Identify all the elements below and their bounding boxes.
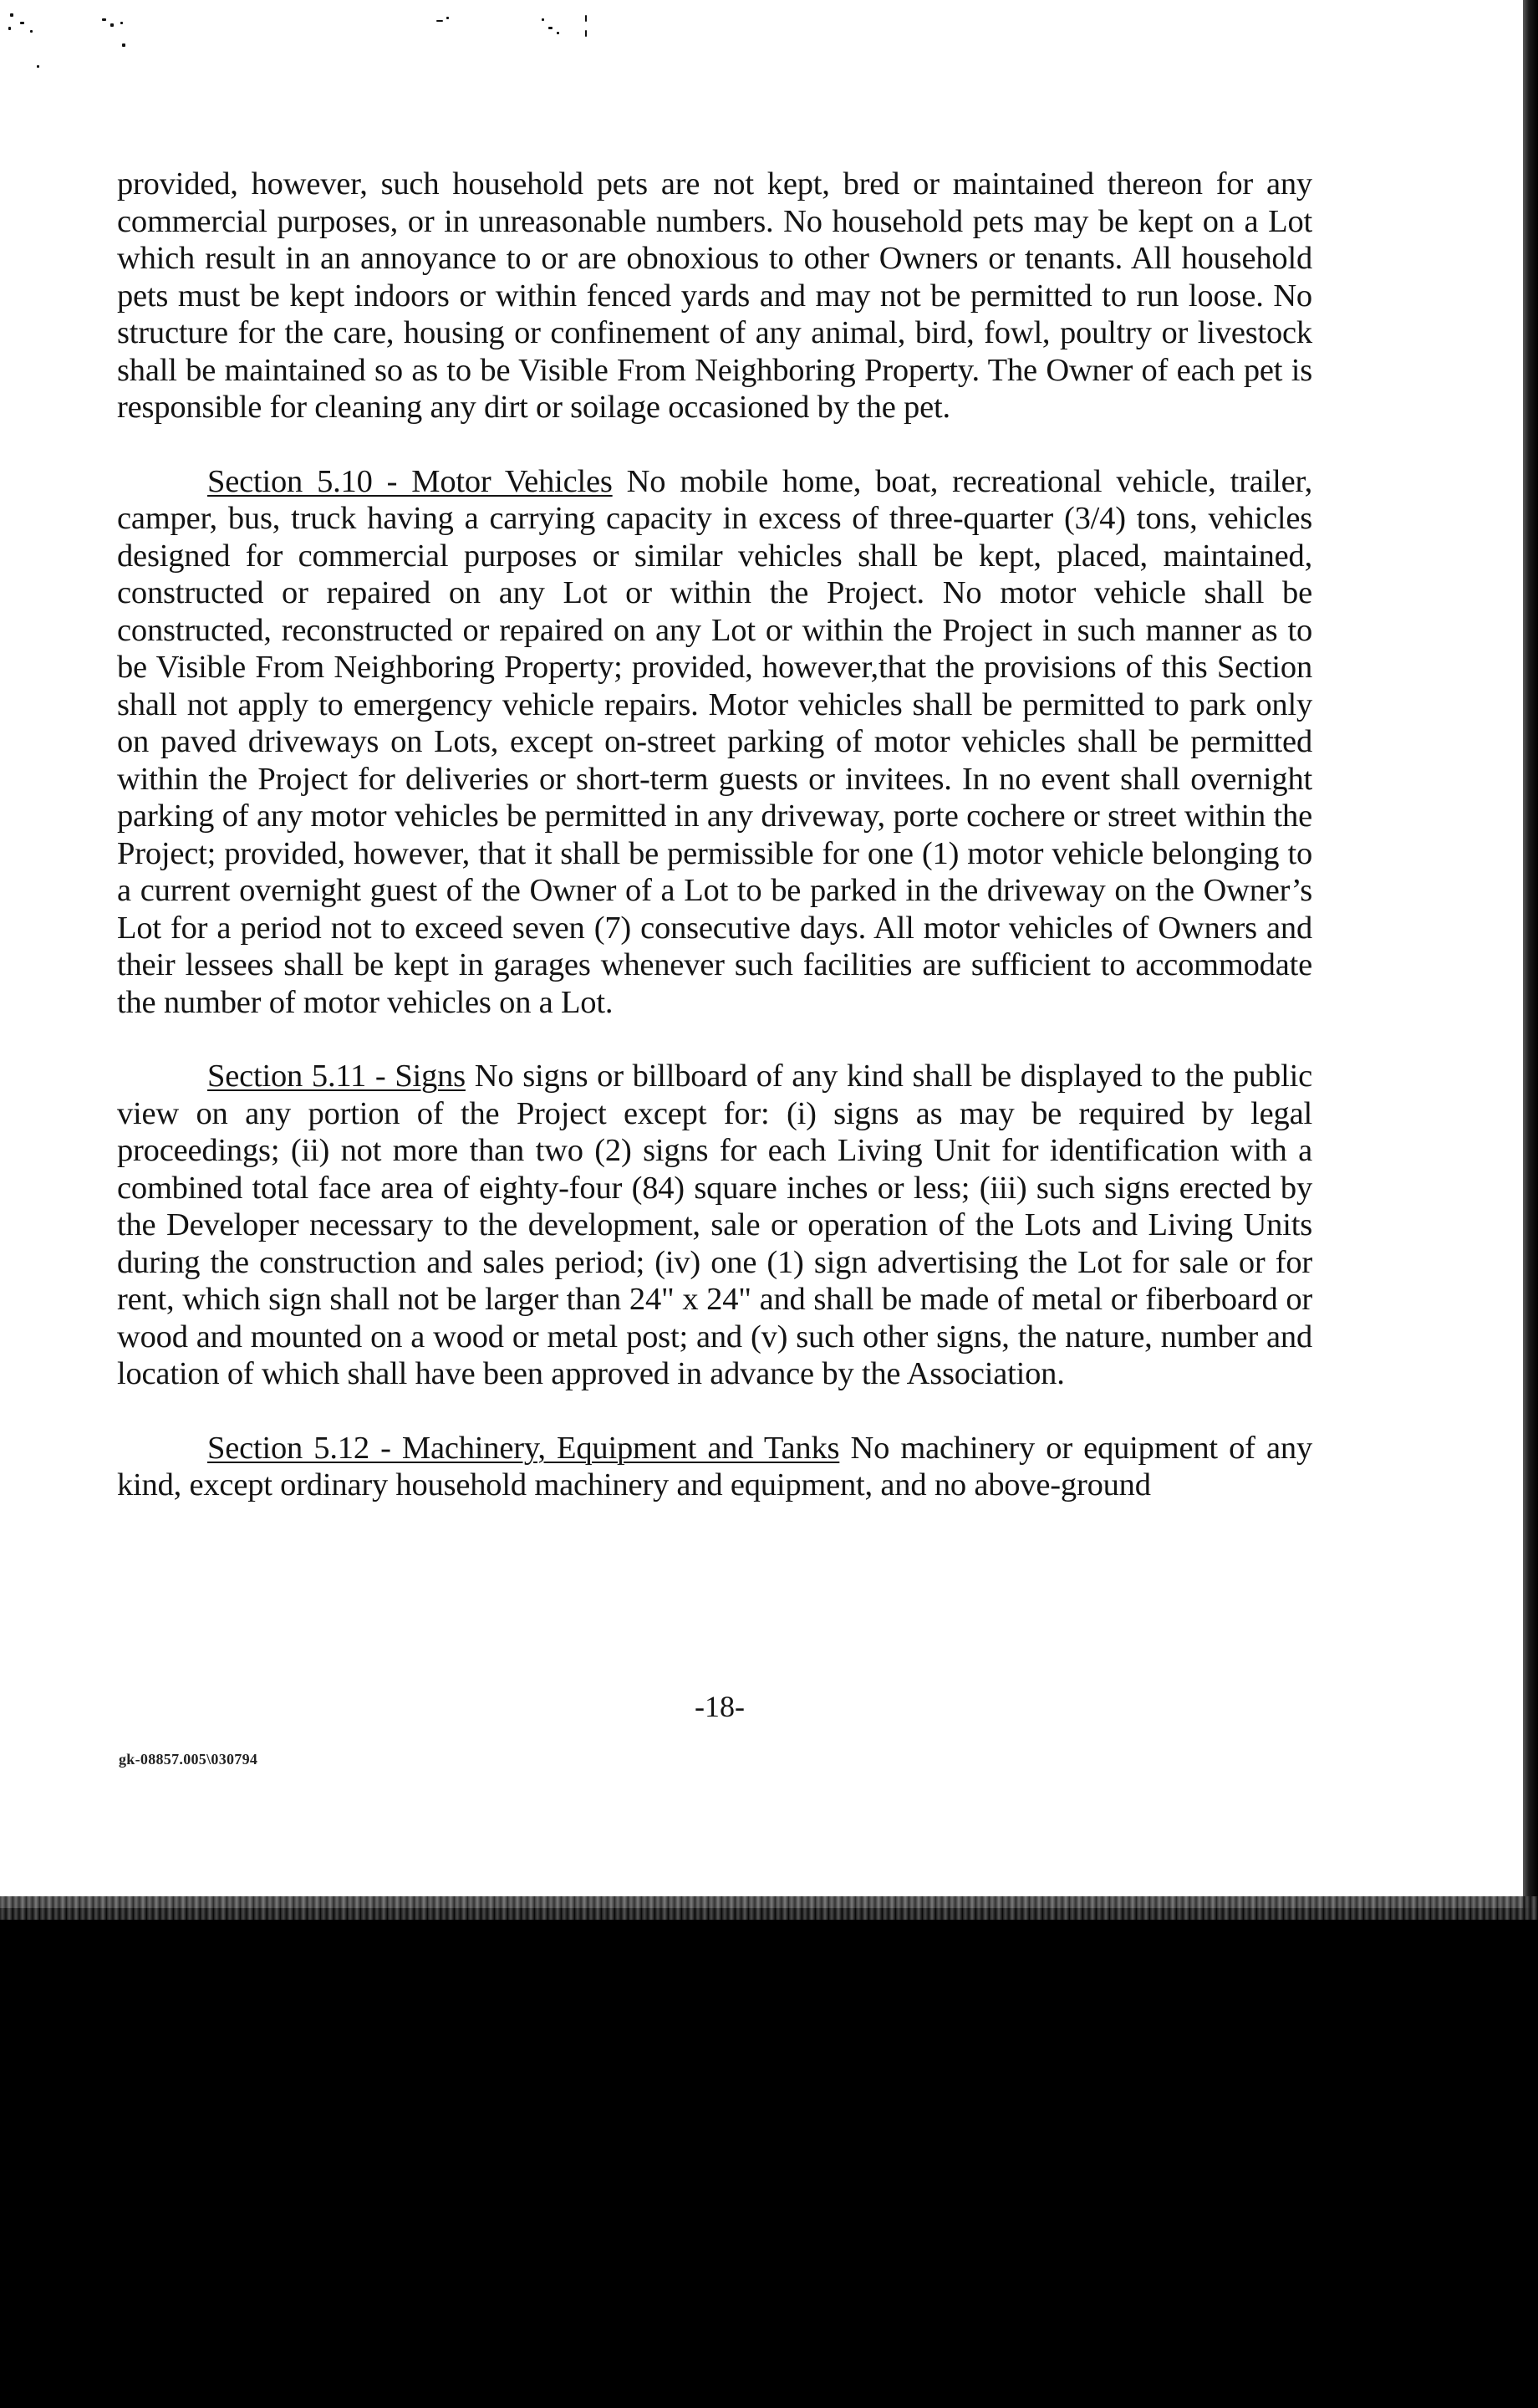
section-5-12-heading: Section 5.12 - Machinery, Equipment and Tanks: [207, 1430, 840, 1466]
scan-speckles: [0, 7, 602, 57]
continuation-paragraph: provided, however, such household pets are not kept, bred or maintained thereon for any commercial purposes, or in unreasonable numbers. No household pets may be kept on a Lot which result in an annoyance to or are obnoxious to other Owners or tenants. All household pets must be kept indoors or within fenced yards and may not be permitted to run loose. No structure for the care, housing or confinement of any animal, bird, fowl, poultry or livestock shall be maintained so as to be Visible From Neighboring Property. The Owner of each pet is responsible for cleaning any dirt or soilage occasioned by the pet.: [117, 166, 1312, 425]
section-5-10-paragraph: [117, 463, 1312, 1022]
file-reference: gk-08857.005\030794: [119, 1751, 258, 1768]
section-5-11-paragraph: [117, 1058, 1312, 1393]
scan-edge-right: [1523, 0, 1538, 1908]
document-body: [117, 166, 1312, 1541]
section-5-12-paragraph: [117, 1430, 1312, 1504]
section-5-10-body: No mobile home, boat, recreational vehicle, trailer, camper, bus, truck having a carrying capacity in excess of three-quarter (3/4) tons, vehicles designed for commercial purposes or similar vehicles shall be kept, placed, maintained, constructed or repaired on any Lot or within the Project. No motor vehicle shall be constructed, reconstructed or repaired on any Lot or within the Project in such manner as to be Visible From Neighboring Property; provided, however,that the provisions of this Section shall not apply to emergency vehicle repairs. Motor vehicles shall be permitted to park only on paved driveways on Lots, except on-street parking of motor vehicles shall be permitted within the Project for deliveries or short-term guests or invitees. In no event shall overnight parking of any motor vehicles be permitted in any driveway, porte cochere or street within the Project; provided, however, that it shall be permissible for one (1) motor vehicle belonging to a current overnight guest of the Owner of a Lot to be parked in the driveway on the Owner’s Lot for a period not to exceed seven (7) consecutive days. All motor vehicles of Owners and their lessees shall be kept in garages whenever such facilities are sufficient to accommodate the number of motor vehicles on a Lot.: [117, 463, 1312, 1020]
section-5-12-body: No machinery or equipment of any kind, except ordinary household machinery and equipment, and no above-ground: [117, 1430, 1312, 1502]
section-5-11-heading: Section 5.11 - Signs: [207, 1059, 466, 1094]
scan-edge-bottom: [0, 1896, 1538, 1920]
page-number: -18-: [695, 1690, 745, 1723]
section-5-10-heading: Section 5.10 - Motor Vehicles: [207, 463, 613, 499]
section-5-11-body: No signs or billboard of any kind shall be displayed to the public view on any portion of the Project except for: (i) signs as may be required by legal proceedings; (ii) not more than two (2) signs for each Living Unit for identification with a combined total face area of eighty-four (84) square inches or less; (iii) such signs erected by the Developer necessary to the development, sale or operation of the Lots and Living Units during the construction and sales period; (iv) one (1) sign advertising the Lot for sale or for rent, which sign shall not be larger than 24" x 24" and shall be made of metal or fiberboard or wood and mounted on a wood or metal post; and (v) such other signs, the nature, number and location of which shall have been approved in advance by the Association.: [117, 1059, 1312, 1391]
